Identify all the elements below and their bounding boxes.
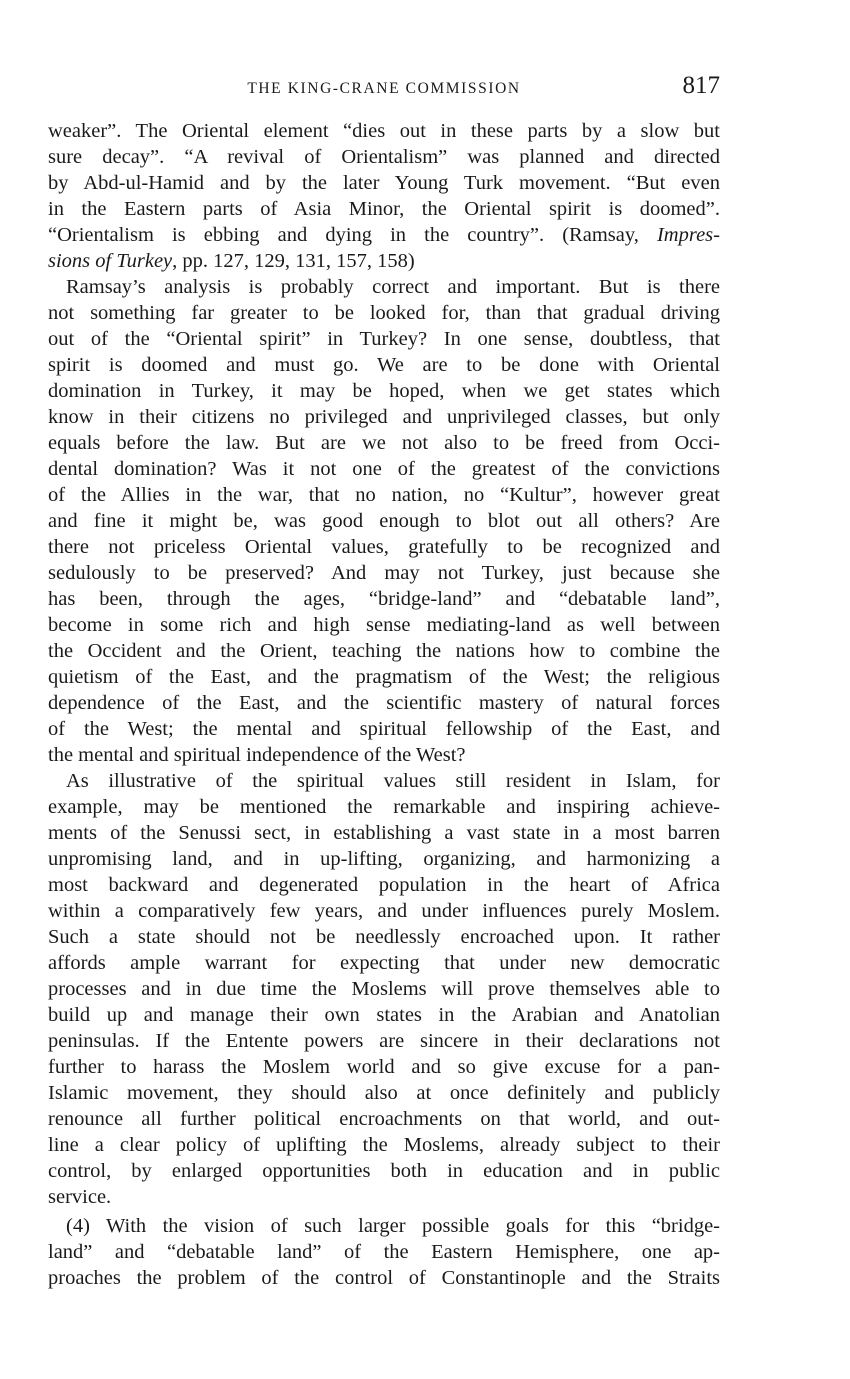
text-line: out of the “Oriental spirit” in Turkey? In one sense, doubtless, that bbox=[48, 328, 720, 350]
text-line: sure decay”. “A revival of Orientalism” was planned and directed bbox=[48, 146, 720, 168]
text-line: within a comparatively few years, and under influences purely Moslem. bbox=[48, 900, 720, 922]
paragraph bbox=[48, 274, 720, 768]
text-line: know in their citizens no privileged and unprivileged classes, but only bbox=[48, 406, 720, 428]
text-line: processes and in due time the Moslems will prove themselves able to bbox=[48, 978, 720, 1000]
text-line: most backward and degenerated population in the heart of Africa bbox=[48, 874, 720, 896]
text-line: and fine it might be, was good enough to blot out all others? Are bbox=[48, 510, 720, 532]
text-line: proaches the problem of the control of Constantinople and the Straits bbox=[48, 1267, 720, 1289]
text-line: not something far greater to be looked for, than that gradual driving bbox=[48, 302, 720, 324]
page-header bbox=[48, 72, 720, 104]
text-line: weaker”. The Oriental element “dies out in these parts by a slow but bbox=[48, 120, 720, 142]
text-line: land” and “debatable land” of the Eastern Hemisphere, one ap- bbox=[48, 1241, 720, 1263]
text-line: by Abd-ul-Hamid and by the later Young Turk movement. “But even bbox=[48, 172, 720, 194]
text-line: spirit is doomed and must go. We are to be done with Oriental bbox=[48, 354, 720, 376]
text-line: ments of the Senussi sect, in establishing a vast state in a most barren bbox=[48, 822, 720, 844]
text-line: the Occident and the Orient, teaching the nations how to combine the bbox=[48, 640, 720, 662]
text-line: equals before the law. But are we not also to be freed from Occi- bbox=[48, 432, 720, 454]
text-line: domination in Turkey, it may be hoped, when we get states which bbox=[48, 380, 720, 402]
text-line: of the West; the mental and spiritual fellowship of the East, and bbox=[48, 718, 720, 740]
paragraph bbox=[48, 1213, 720, 1291]
paragraph bbox=[48, 768, 720, 1210]
text-line: renounce all further political encroachments on that world, and out- bbox=[48, 1108, 720, 1130]
body-text bbox=[48, 118, 720, 1291]
text-line: peninsulas. If the Entente powers are sincere in their declarations not bbox=[48, 1030, 720, 1052]
text-line: “Orientalism is ebbing and dying in the country”. (Ramsay, Impres- bbox=[48, 224, 720, 246]
text-line: in the Eastern parts of Asia Minor, the Oriental spirit is doomed”. bbox=[48, 198, 720, 220]
text-line: has been, through the ages, “bridge-land” and “debatable land”, bbox=[48, 588, 720, 610]
text-line: Such a state should not be needlessly encroached upon. It rather bbox=[48, 926, 720, 948]
text-line: quietism of the East, and the pragmatism of the West; the religious bbox=[48, 666, 720, 688]
paragraph bbox=[48, 118, 720, 274]
text-line: line a clear policy of uplifting the Moslems, already subject to their bbox=[48, 1134, 720, 1156]
text-line: As illustrative of the spiritual values still resident in Islam, for bbox=[66, 770, 720, 792]
text-line: further to harass the Moslem world and so give excuse for a pan- bbox=[48, 1056, 720, 1078]
text-line: the mental and spiritual independence of the West? bbox=[48, 744, 466, 766]
text-line: Islamic movement, they should also at once definitely and publicly bbox=[48, 1082, 720, 1104]
text-line: sedulously to be preserved? And may not Turkey, just because she bbox=[48, 562, 720, 584]
text-line: of the Allies in the war, that no nation, no “Kultur”, however great bbox=[48, 484, 720, 506]
text-line: sions of Turkey, pp. 127, 129, 131, 157, 158) bbox=[48, 250, 415, 272]
running-head: THE KING-CRANE COMMISSION bbox=[247, 80, 521, 97]
text-line: service. bbox=[48, 1186, 112, 1208]
text-line: control, by enlarged opportunities both in education and in public bbox=[48, 1160, 720, 1182]
text-line: build up and manage their own states in the Arabian and Anatolian bbox=[48, 1004, 720, 1026]
text-line: there not priceless Oriental values, gratefully to be recognized and bbox=[48, 536, 720, 558]
page-number: 817 bbox=[682, 72, 720, 99]
text-line: dental domination? Was it not one of the greatest of the convictions bbox=[48, 458, 720, 480]
text-line: affords ample warrant for expecting that under new democratic bbox=[48, 952, 720, 974]
text-line: dependence of the East, and the scientific mastery of natural forces bbox=[48, 692, 720, 714]
text-line: unpromising land, and in up-lifting, organizing, and harmonizing a bbox=[48, 848, 720, 870]
text-line: Ramsay’s analysis is probably correct and important. But is there bbox=[66, 276, 720, 298]
text-line: become in some rich and high sense mediating-land as well between bbox=[48, 614, 720, 636]
text-line: example, may be mentioned the remarkable and inspiring achieve- bbox=[48, 796, 720, 818]
text-line: (4) With the vision of such larger possible goals for this “bridge- bbox=[66, 1215, 720, 1237]
